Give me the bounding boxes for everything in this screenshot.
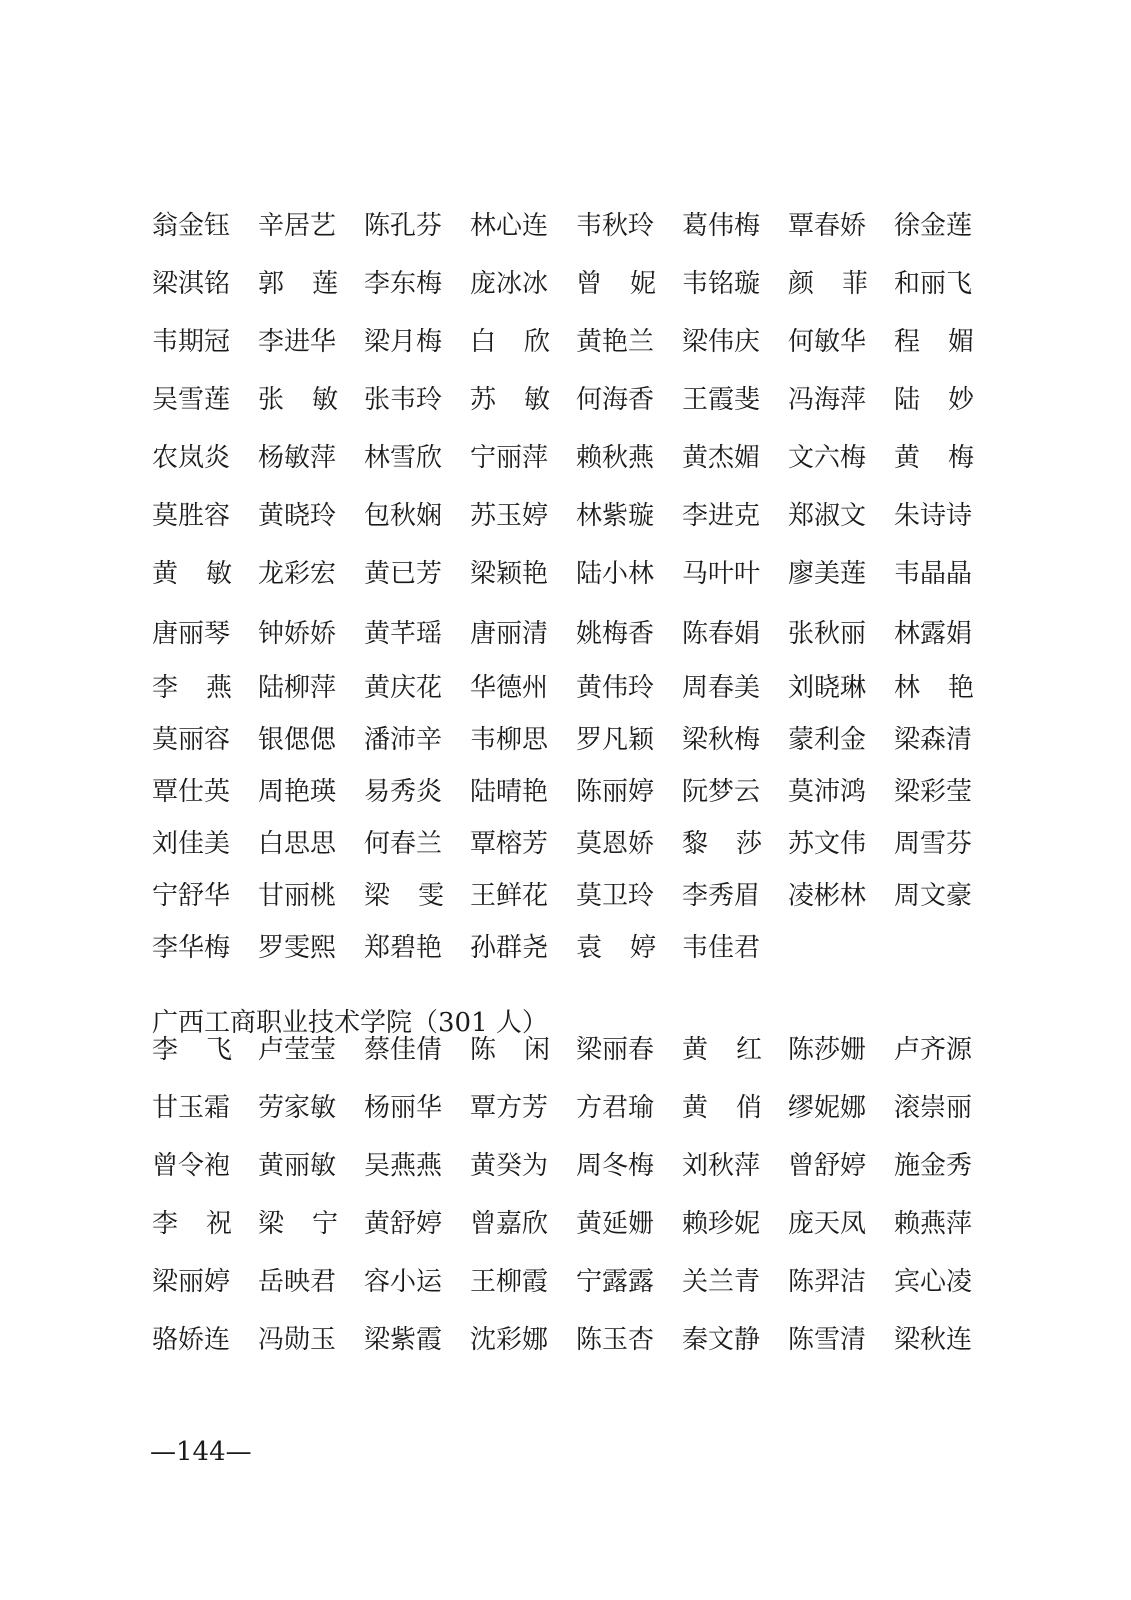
name-entry: 姚梅香 (576, 619, 655, 649)
name-entry: 韦铭璇 (682, 269, 761, 299)
name-row (152, 1088, 992, 1128)
name-entry: 关兰青 (682, 1267, 761, 1297)
name-entry: 王柳霞 (470, 1267, 549, 1297)
name-entry: 徐金莲 (894, 211, 973, 241)
name-entry: 陈孔芬 (364, 211, 443, 241)
name-entry: 林 艳 (894, 673, 975, 703)
name-entry: 梁颖艳 (470, 559, 549, 589)
name-entry: 周冬梅 (576, 1151, 655, 1181)
name-entry: 黄舒婷 (364, 1209, 443, 1239)
name-entry: 陈莎姗 (788, 1035, 867, 1065)
name-entry: 孙群尧 (470, 933, 549, 963)
name-entry: 黄延姗 (576, 1209, 655, 1239)
name-entry: 黄伟玲 (576, 673, 655, 703)
name-entry: 王鲜花 (470, 881, 549, 911)
name-entry: 冯勋玉 (258, 1325, 337, 1355)
name-entry: 覃春娇 (788, 211, 867, 241)
name-entry: 韦佳君 (682, 933, 761, 963)
name-entry: 陈玉杏 (576, 1325, 655, 1355)
name-row (152, 614, 992, 654)
name-entry: 刘佳美 (152, 829, 231, 859)
name-entry: 覃方芳 (470, 1093, 549, 1123)
name-entry: 周文豪 (894, 881, 973, 911)
name-entry: 甘丽桃 (258, 881, 337, 911)
name-entry: 梁月梅 (364, 327, 443, 357)
name-row (152, 1320, 992, 1360)
name-entry: 何春兰 (364, 829, 443, 859)
name-entry: 赖珍妮 (682, 1209, 761, 1239)
name-row (152, 876, 992, 916)
name-entry: 文六梅 (788, 443, 867, 473)
name-entry: 梁丽婷 (152, 1267, 231, 1297)
name-entry: 陆小林 (576, 559, 655, 589)
name-entry: 张秋丽 (788, 619, 867, 649)
name-entry: 郑碧艳 (364, 933, 443, 963)
name-entry: 黎 莎 (682, 829, 763, 859)
name-entry: 何敏华 (788, 327, 867, 357)
name-entry: 陈丽婷 (576, 777, 655, 807)
name-entry: 李秀眉 (682, 881, 761, 911)
name-entry: 庞冰冰 (470, 269, 549, 299)
name-entry: 覃仕英 (152, 777, 231, 807)
name-entry: 苏文伟 (788, 829, 867, 859)
name-entry: 李进华 (258, 327, 337, 357)
name-entry: 颜 菲 (788, 269, 869, 299)
name-entry: 韦柳思 (470, 725, 549, 755)
name-entry: 黄 敏 (152, 559, 233, 589)
name-row (152, 496, 992, 536)
name-entry: 莫卫玲 (576, 881, 655, 911)
name-row (152, 720, 992, 760)
name-entry: 黄 梅 (894, 443, 975, 473)
name-entry: 黄已芳 (364, 559, 443, 589)
name-entry: 周雪芬 (894, 829, 973, 859)
name-entry: 黄晓玲 (258, 501, 337, 531)
name-entry: 凌彬林 (788, 881, 867, 911)
name-entry: 李 祝 (152, 1209, 233, 1239)
name-entry: 赖秋燕 (576, 443, 655, 473)
name-entry: 莫丽容 (152, 725, 231, 755)
name-entry: 梁秋梅 (682, 725, 761, 755)
name-entry: 杨敏萍 (258, 443, 337, 473)
name-entry: 李进克 (682, 501, 761, 531)
name-entry: 卢莹莹 (258, 1035, 337, 1065)
name-row (152, 554, 992, 594)
name-entry: 秦文静 (682, 1325, 761, 1355)
name-row (152, 438, 992, 478)
name-entry: 梁伟庆 (682, 327, 761, 357)
name-entry: 莫恩娇 (576, 829, 655, 859)
name-entry: 庞天凤 (788, 1209, 867, 1239)
name-entry: 陆 妙 (894, 385, 975, 415)
name-entry: 施金秀 (894, 1151, 973, 1181)
name-entry: 袁 婷 (576, 933, 657, 963)
name-entry: 黄癸为 (470, 1151, 549, 1181)
name-entry: 陈春娟 (682, 619, 761, 649)
name-entry: 梁彩莹 (894, 777, 973, 807)
name-row (152, 1204, 992, 1244)
name-entry: 蔡佳倩 (364, 1035, 443, 1065)
name-entry: 易秀炎 (364, 777, 443, 807)
name-entry: 赖燕萍 (894, 1209, 973, 1239)
name-row (152, 668, 992, 708)
name-row (152, 1146, 992, 1186)
name-row (152, 928, 992, 968)
name-entry: 刘晓琳 (788, 673, 867, 703)
name-entry: 包秋娴 (364, 501, 443, 531)
name-entry: 苏玉婷 (470, 501, 549, 531)
page-number: —144— (150, 1437, 252, 1467)
name-row (152, 772, 992, 812)
name-row (152, 264, 992, 304)
name-entry: 白 欣 (470, 327, 551, 357)
name-entry: 黄庆花 (364, 673, 443, 703)
name-entry: 郭 莲 (258, 269, 339, 299)
name-entry: 蒙利金 (788, 725, 867, 755)
name-entry: 滚崇丽 (894, 1093, 973, 1123)
name-row (152, 1262, 992, 1302)
name-row (152, 1030, 992, 1070)
name-entry: 马叶叶 (682, 559, 761, 589)
name-entry: 陆柳萍 (258, 673, 337, 703)
name-entry: 陈羿洁 (788, 1267, 867, 1297)
name-entry: 缪妮娜 (788, 1093, 867, 1123)
name-entry: 李 飞 (152, 1035, 233, 1065)
name-entry: 吴燕燕 (364, 1151, 443, 1181)
name-entry: 朱诗诗 (894, 501, 973, 531)
name-entry: 方君瑜 (576, 1093, 655, 1123)
name-entry: 杨丽华 (364, 1093, 443, 1123)
name-entry: 韦期冠 (152, 327, 231, 357)
section-title: 广西工商职业技术学院（301 人） (152, 1008, 548, 1038)
name-entry: 苏 敏 (470, 385, 551, 415)
name-entry: 韦秋玲 (576, 211, 655, 241)
name-entry: 周春美 (682, 673, 761, 703)
name-entry: 华德州 (470, 673, 549, 703)
name-entry: 廖美莲 (788, 559, 867, 589)
name-entry: 莫胜容 (152, 501, 231, 531)
name-entry: 钟娇娇 (258, 619, 337, 649)
name-entry: 黄杰媚 (682, 443, 761, 473)
name-entry: 罗雯熙 (258, 933, 337, 963)
name-entry: 李华梅 (152, 933, 231, 963)
name-entry: 甘玉霜 (152, 1093, 231, 1123)
name-entry: 曾嘉欣 (470, 1209, 549, 1239)
name-entry: 沈彩娜 (470, 1325, 549, 1355)
name-entry: 曾 妮 (576, 269, 657, 299)
name-entry: 龙彩宏 (258, 559, 337, 589)
name-entry: 宁露露 (576, 1267, 655, 1297)
name-entry: 骆娇连 (152, 1325, 231, 1355)
name-entry: 梁淇铭 (152, 269, 231, 299)
name-row (152, 380, 992, 420)
name-entry: 冯海萍 (788, 385, 867, 415)
name-entry: 陈 闲 (470, 1035, 551, 1065)
name-entry: 梁 宁 (258, 1209, 339, 1239)
name-entry: 黄 红 (682, 1035, 763, 1065)
name-entry: 王霞斐 (682, 385, 761, 415)
name-entry: 黄芊瑶 (364, 619, 443, 649)
name-entry: 曾舒婷 (788, 1151, 867, 1181)
name-entry: 陆晴艳 (470, 777, 549, 807)
name-entry: 韦晶晶 (894, 559, 973, 589)
name-entry: 和丽飞 (894, 269, 973, 299)
name-entry: 张韦玲 (364, 385, 443, 415)
name-entry: 李东梅 (364, 269, 443, 299)
name-entry: 周艳瑛 (258, 777, 337, 807)
name-entry: 刘秋萍 (682, 1151, 761, 1181)
name-row (152, 322, 992, 362)
name-entry: 梁丽春 (576, 1035, 655, 1065)
name-entry: 容小运 (364, 1267, 443, 1297)
name-entry: 程 媚 (894, 327, 975, 357)
name-entry: 莫沛鸿 (788, 777, 867, 807)
name-entry: 卢齐源 (894, 1035, 973, 1065)
name-entry: 宁丽萍 (470, 443, 549, 473)
name-entry: 陈雪清 (788, 1325, 867, 1355)
name-entry: 宾心凌 (894, 1267, 973, 1297)
name-entry: 何海香 (576, 385, 655, 415)
name-entry: 翁金钰 (152, 211, 231, 241)
name-entry: 农岚炎 (152, 443, 231, 473)
name-entry: 林紫璇 (576, 501, 655, 531)
name-entry: 罗凡颖 (576, 725, 655, 755)
name-entry: 唐丽琴 (152, 619, 231, 649)
name-entry: 覃榕芳 (470, 829, 549, 859)
name-entry: 岳映君 (258, 1267, 337, 1297)
name-entry: 银偲偲 (258, 725, 337, 755)
name-entry: 潘沛辛 (364, 725, 443, 755)
name-entry: 黄丽敏 (258, 1151, 337, 1181)
name-entry: 白思思 (258, 829, 337, 859)
name-entry: 梁紫霞 (364, 1325, 443, 1355)
name-entry: 吴雪莲 (152, 385, 231, 415)
name-entry: 曾令袍 (152, 1151, 231, 1181)
name-entry: 梁 雯 (364, 881, 445, 911)
name-entry: 林露娟 (894, 619, 973, 649)
name-entry: 梁秋连 (894, 1325, 973, 1355)
name-row (152, 206, 992, 246)
name-entry: 张 敏 (258, 385, 339, 415)
name-entry: 黄艳兰 (576, 327, 655, 357)
name-entry: 辛居艺 (258, 211, 337, 241)
name-entry: 唐丽清 (470, 619, 549, 649)
name-entry: 葛伟梅 (682, 211, 761, 241)
name-entry: 郑淑文 (788, 501, 867, 531)
name-entry: 阮梦云 (682, 777, 761, 807)
name-entry: 李 燕 (152, 673, 233, 703)
name-entry: 梁森清 (894, 725, 973, 755)
name-entry: 黄 俏 (682, 1093, 763, 1123)
name-entry: 宁舒华 (152, 881, 231, 911)
name-row (152, 824, 992, 864)
name-entry: 劳家敏 (258, 1093, 337, 1123)
name-entry: 林雪欣 (364, 443, 443, 473)
name-entry: 林心连 (470, 211, 549, 241)
